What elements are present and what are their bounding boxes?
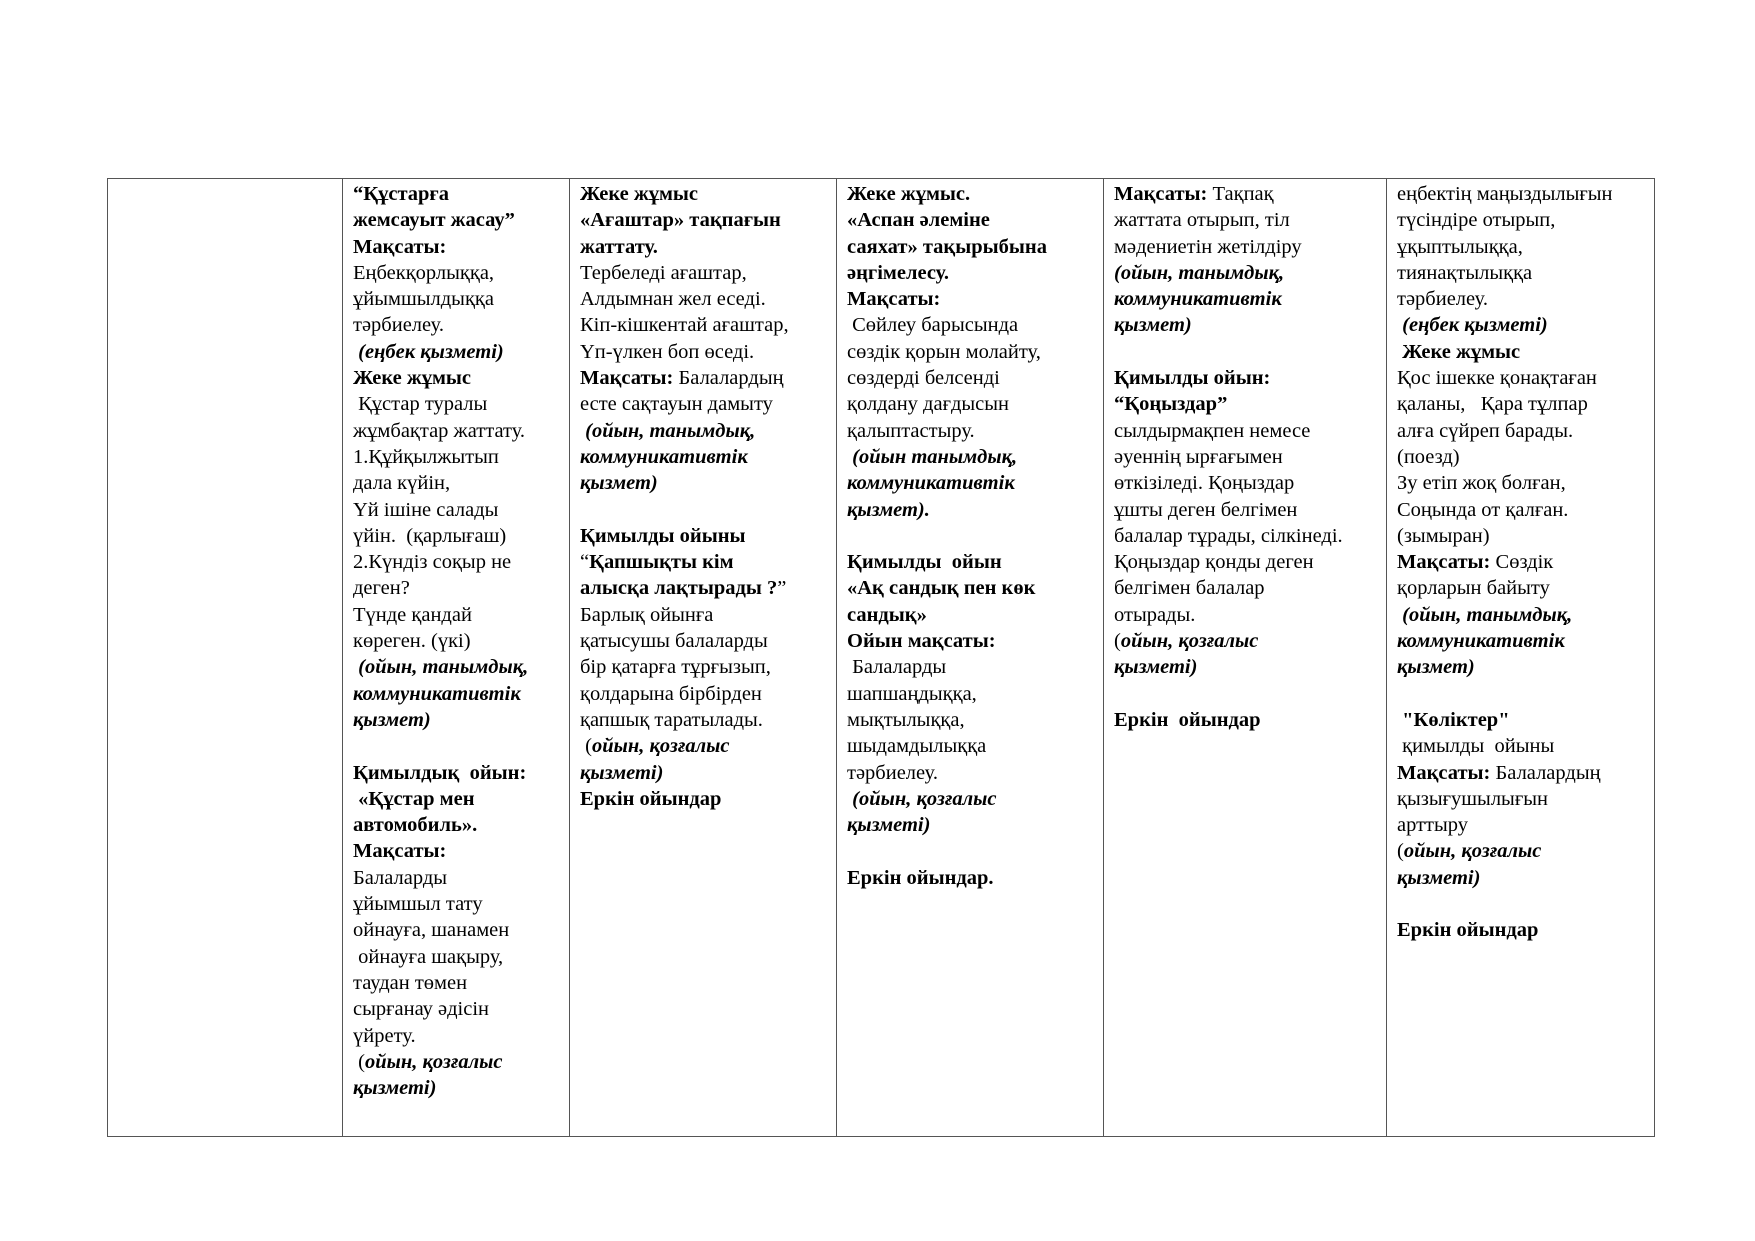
cell-text-line — [1397, 523, 1650, 549]
text-run: Мақсаты: — [580, 367, 674, 390]
table-row — [108, 179, 1655, 1137]
cell-text-line — [1397, 260, 1650, 286]
text-run: Мақсаты: — [1397, 761, 1491, 784]
text-run: таудан төмен — [353, 971, 468, 994]
text-run: ойын, қозғалыс — [1403, 840, 1542, 863]
text-run: саяхат» тақырыбына — [847, 235, 1047, 258]
text-run: “ — [580, 551, 590, 574]
text-run: ойнауға шақыру, — [353, 945, 504, 968]
text-run: Балалардың — [1490, 761, 1601, 784]
cell-text-line — [353, 549, 565, 575]
cell-text-line — [580, 707, 832, 733]
cell-text-line — [1397, 234, 1650, 260]
text-run: коммуникативтік — [353, 682, 521, 705]
text-run: Жеке жұмыс. — [847, 183, 971, 205]
text-run: ұшты деген белгімен — [1114, 498, 1298, 521]
cell-text-line — [1114, 497, 1382, 523]
cell-text-line — [353, 286, 565, 312]
cell-text-line — [1114, 181, 1382, 207]
text-run: тиянақтылыққа — [1397, 261, 1533, 284]
text-run: бір қатарға тұрғызып, — [580, 656, 771, 679]
text-run: қорларын байыту — [1397, 577, 1550, 600]
cell-text-line — [847, 549, 1099, 575]
text-run: Еркін ойындар — [1114, 708, 1261, 731]
cell-text-line — [1397, 312, 1650, 338]
cell-text-line — [1397, 470, 1650, 496]
cell-text-line — [353, 1023, 565, 1049]
cell-text-line — [1397, 575, 1650, 601]
text-run: қатысушы балаларды — [580, 630, 768, 653]
cell-text-line — [1114, 260, 1382, 286]
cell-text-line — [847, 707, 1099, 733]
cell-text-line — [353, 733, 565, 759]
cell-text-line — [353, 944, 565, 970]
cell-text-line — [847, 523, 1099, 549]
cell-text-line — [353, 207, 565, 233]
cell-text-line — [1397, 891, 1650, 917]
text-run: сандық» — [847, 603, 927, 626]
text-run: «Ағаштар» тақпағын — [580, 209, 781, 232]
cell-text-line — [580, 549, 832, 575]
cell-text-line — [847, 418, 1099, 444]
cell-text-line — [1397, 391, 1650, 417]
cell-text-line — [580, 628, 832, 654]
text-run: еңбектің маңыздылығын — [1397, 183, 1613, 205]
text-run: жаттата отырып, тіл — [1114, 209, 1290, 232]
cell-text-line — [353, 891, 565, 917]
text-run: қызметі) — [1397, 866, 1481, 889]
text-run: Сөздік — [1490, 551, 1554, 574]
cell-text-line — [353, 970, 565, 996]
text-run: әңгімелесу. — [847, 261, 949, 284]
text-run: шапшаңдыққа, — [847, 682, 977, 705]
cell-text-line — [353, 760, 565, 786]
cell-text-line — [1114, 365, 1382, 391]
text-run: балалар тұрады, сілкінеді. — [1114, 524, 1343, 547]
text-run: «Ақ сандық пен көк — [847, 577, 1036, 600]
cell-text-line — [847, 391, 1099, 417]
cell-text-line — [1397, 838, 1650, 864]
cell-text-line — [580, 733, 832, 759]
text-run: Қос ішекке қонақтаған — [1397, 367, 1597, 390]
text-run: әуеннің ырғағымен — [1114, 445, 1283, 468]
cell-text-line — [580, 575, 832, 601]
cell-text-line — [847, 444, 1099, 470]
text-run: ойын, қозғалыс — [591, 735, 730, 758]
cell-text-line — [353, 1049, 565, 1075]
text-run: Жеке жұмыс — [1397, 340, 1521, 363]
text-run: ( — [353, 1050, 365, 1073]
cell-text-line — [1114, 418, 1382, 444]
text-run: Қимылдық ойын: — [353, 761, 527, 784]
text-run: жұмбақтар жаттату. — [353, 419, 526, 442]
cell-text-line — [847, 654, 1099, 680]
cell-text-line — [580, 286, 832, 312]
cell-text-line — [847, 470, 1099, 496]
cell-text-line — [580, 181, 832, 207]
text-run: (поезд) — [1397, 445, 1460, 468]
cell-text-line — [353, 260, 565, 286]
text-run: Балаларды — [353, 866, 448, 889]
cell-text-line — [1114, 286, 1382, 312]
text-run: алысқа лақтырады ? — [580, 577, 778, 600]
cell-text-line — [1114, 444, 1382, 470]
text-run: мықтылыққа, — [847, 708, 965, 731]
text-run: Балаларды — [847, 656, 947, 679]
cell-text-line — [1397, 181, 1650, 207]
cell-text-line — [1114, 707, 1382, 733]
cell-text-line — [1114, 602, 1382, 628]
text-run: жемсауыт жасау” — [353, 209, 515, 232]
text-run: Тақпақ — [1207, 183, 1274, 205]
text-run: белгімен балалар — [1114, 577, 1265, 600]
cell-text-line — [353, 786, 565, 812]
text-run: үйрету. — [353, 1024, 416, 1047]
text-run: шыдамдылыққа — [847, 735, 987, 758]
cell-text-line — [580, 391, 832, 417]
cell-text-line — [1114, 549, 1382, 575]
text-run: (ойын, танымдық, — [580, 419, 756, 442]
cell-text-line — [847, 312, 1099, 338]
cell-text-line — [847, 812, 1099, 838]
text-run: қызмет) — [580, 472, 658, 495]
text-run: Мақсаты: — [1114, 183, 1208, 205]
text-run: 2.Күндіз соқыр не — [353, 551, 512, 574]
text-run: өткізіледі. Қоңыздар — [1114, 472, 1295, 495]
text-run: (ойын, танымдық, — [353, 656, 529, 679]
text-run: деген? — [353, 577, 410, 600]
text-run: Жеке жұмыс — [353, 367, 472, 390]
text-run: ( — [353, 340, 365, 363]
cell-text-line — [847, 838, 1099, 864]
text-run: тәрбиелеу. — [1397, 288, 1488, 311]
text-run: ойнауға, шанамен — [353, 919, 510, 942]
cell-text-line — [353, 418, 565, 444]
text-run: ( — [1397, 840, 1404, 863]
text-run: үйін. (қарлығаш) — [353, 524, 507, 547]
cell-text-line — [580, 234, 832, 260]
cell-text-line — [353, 707, 565, 733]
cell-text-line — [1114, 312, 1382, 338]
text-run: қызметі) — [580, 761, 664, 784]
cell-text-line — [1114, 681, 1382, 707]
cell-text-line — [1397, 549, 1650, 575]
cell-text-line — [353, 654, 565, 680]
text-run: Қапшықты кім — [589, 551, 734, 574]
cell-text-line — [847, 260, 1099, 286]
cell-text-line — [580, 418, 832, 444]
text-run: Қимылды ойыны — [580, 524, 746, 547]
cell-text-line — [847, 339, 1099, 365]
text-run: "Көліктер" — [1397, 708, 1510, 731]
cell-text-line — [1397, 681, 1650, 707]
text-run: (ойын, танымдық, — [1114, 261, 1285, 284]
text-run: сырғанау әдісін — [353, 998, 490, 1021]
cell-text-line — [847, 497, 1099, 523]
text-run: коммуникативтік — [580, 445, 748, 468]
cell-text-line — [1397, 733, 1650, 759]
text-run: ” — [777, 577, 787, 600]
text-run: коммуникативтік — [1114, 288, 1282, 311]
cell-text-line — [353, 339, 565, 365]
text-run: «Құстар мен — [353, 787, 475, 810]
text-run: көреген. (үкі) — [353, 630, 471, 653]
text-run: Еңбекқорлыққа, — [353, 261, 495, 284]
text-run: түсіндіре отырып, — [1397, 209, 1556, 232]
text-run: Алдымнан жел еседі. — [580, 288, 766, 311]
text-run: ұйымшылдыққа — [353, 288, 494, 311]
text-run: қимылды ойыны — [1397, 735, 1555, 758]
text-run: Зу етіп жоқ болған, — [1397, 472, 1566, 495]
cell-text-line — [353, 917, 565, 943]
text-run: Балалардың — [673, 367, 784, 390]
text-run: (еңбек қызметі) — [1397, 314, 1548, 337]
cell-text-line — [847, 760, 1099, 786]
text-run: Қимылды ойын — [847, 551, 1002, 574]
text-run: ( — [580, 735, 592, 758]
cell-text-line — [847, 681, 1099, 707]
text-run: Мақсаты: — [1397, 551, 1491, 574]
table-cell-wednesday — [837, 179, 1104, 1137]
cell-text-line — [353, 391, 565, 417]
text-run: қызметі) — [353, 1077, 437, 1100]
text-run: (ойын, танымдық, — [1397, 603, 1573, 626]
cell-text-line — [1114, 628, 1382, 654]
text-run: ұйымшыл тату — [353, 893, 483, 916]
cell-text-line — [580, 786, 832, 812]
cell-text-line — [1397, 286, 1650, 312]
text-run: Құстар туралы — [353, 393, 488, 416]
text-run: Қоңыздар қонды деген — [1114, 551, 1314, 574]
text-run: қызығушылығын — [1397, 787, 1548, 810]
text-run: Мақсаты: — [353, 840, 447, 863]
cell-text-line — [847, 628, 1099, 654]
cell-text-line — [353, 523, 565, 549]
text-run: коммуникативтік — [847, 472, 1015, 495]
cell-text-line — [1397, 207, 1650, 233]
text-run: қапшық таратылады. — [580, 708, 763, 731]
table-cell-thursday — [1104, 179, 1387, 1137]
cell-text-line — [1114, 470, 1382, 496]
cell-text-line — [1397, 917, 1650, 943]
text-run: ( — [1114, 630, 1121, 653]
text-run: Мақсаты: — [847, 288, 941, 311]
table-cell-friday — [1387, 179, 1655, 1137]
cell-text-line — [580, 760, 832, 786]
text-run: Еркін ойындар — [580, 787, 722, 810]
text-run: сылдырмақпен немесе — [1114, 419, 1311, 442]
text-run: қызмет) — [1114, 314, 1192, 337]
cell-text-line — [847, 602, 1099, 628]
cell-text-line — [353, 497, 565, 523]
cell-text-line — [353, 444, 565, 470]
cell-text-line — [353, 812, 565, 838]
cell-text-line — [847, 575, 1099, 601]
cell-text-line — [353, 234, 565, 260]
text-run: сөздік қорын молайту, — [847, 340, 1041, 363]
text-run: қалыптастыру. — [847, 419, 975, 442]
cell-text-line — [580, 260, 832, 286]
text-run: “Қоңыздар” — [1114, 393, 1228, 416]
cell-text-line — [1114, 523, 1382, 549]
text-run: Барлық ойынға — [580, 603, 714, 626]
cell-text-line — [580, 365, 832, 391]
text-run: Үй ішіне салады — [353, 498, 499, 521]
text-run: еңбек қызметі) — [364, 340, 504, 363]
cell-text-line — [580, 312, 832, 338]
text-run: Соңында от қалған. — [1397, 498, 1569, 521]
text-run: есте сақтауын дамыту — [580, 393, 773, 416]
text-run: отырады. — [1114, 603, 1196, 626]
table-cell-monday — [343, 179, 570, 1137]
cell-text-line — [1114, 654, 1382, 680]
cell-text-line — [847, 865, 1099, 891]
text-run: коммуникативтік — [1397, 630, 1565, 653]
cell-text-line — [580, 444, 832, 470]
text-run: (ойын танымдық, — [847, 445, 1018, 468]
text-run: “Құстарға — [353, 183, 449, 205]
text-run: «Аспан әлеміне — [847, 209, 990, 232]
cell-text-line — [580, 654, 832, 680]
cell-text-line — [353, 470, 565, 496]
cell-text-line — [1397, 812, 1650, 838]
text-run: 1.Құйқылжытып — [353, 445, 499, 468]
cell-text-line — [580, 681, 832, 707]
cell-text-line — [353, 181, 565, 207]
cell-text-line — [1114, 575, 1382, 601]
text-run: сөздерді белсенді — [847, 367, 1000, 390]
cell-text-line — [353, 1075, 565, 1101]
text-run: (ойын, қозғалыс — [847, 787, 997, 810]
cell-text-line — [1397, 654, 1650, 680]
cell-text-line — [1397, 865, 1650, 891]
cell-text-line — [1397, 707, 1650, 733]
cell-text-line — [580, 470, 832, 496]
cell-text-line — [847, 207, 1099, 233]
cell-text-line — [1397, 418, 1650, 444]
text-run: Үп-үлкен боп өседі. — [580, 340, 755, 363]
cell-text-line — [847, 286, 1099, 312]
text-run: тәрбиелеу. — [353, 314, 444, 337]
text-run: Кіп-кішкентай ағаштар, — [580, 314, 789, 337]
cell-text-line — [1397, 339, 1650, 365]
text-run: Сөйлеу барысында — [847, 314, 1019, 337]
text-run: (зымыран) — [1397, 524, 1490, 547]
activity-plan-table — [107, 178, 1655, 1137]
cell-text-line — [1397, 602, 1650, 628]
cell-text-line — [847, 181, 1099, 207]
text-run: Еркін ойындар. — [847, 866, 994, 889]
cell-text-line — [580, 497, 832, 523]
cell-text-line — [847, 365, 1099, 391]
cell-text-line — [1397, 628, 1650, 654]
text-run: жаттату. — [580, 235, 658, 258]
cell-text-line — [847, 733, 1099, 759]
cell-text-line — [1397, 497, 1650, 523]
cell-text-line — [1114, 207, 1382, 233]
cell-text-line — [1397, 760, 1650, 786]
text-run: қолдарына бірбірден — [580, 682, 762, 705]
text-run: қызметі) — [847, 814, 931, 837]
text-run: дала күйін, — [353, 472, 451, 495]
cell-text-line — [353, 865, 565, 891]
cell-text-line — [1397, 365, 1650, 391]
text-run: қаланы, Қара тұлпар — [1397, 393, 1588, 416]
text-run: ойын, қозғалыс — [1120, 630, 1259, 653]
text-run: Түнде қандай — [353, 603, 472, 626]
text-run: қызметі) — [1114, 656, 1198, 679]
cell-text-line — [353, 681, 565, 707]
text-run: ұқыптылыққа, — [1397, 235, 1523, 258]
cell-text-line — [847, 234, 1099, 260]
text-run: мәдениетін жетілдіру — [1114, 235, 1302, 258]
cell-text-line — [353, 996, 565, 1022]
cell-text-line — [580, 602, 832, 628]
cell-text-line — [1397, 786, 1650, 812]
cell-text-line — [1114, 391, 1382, 417]
cell-text-line — [353, 628, 565, 654]
text-run: Ойын мақсаты: — [847, 630, 996, 653]
cell-text-line — [580, 339, 832, 365]
table-cell-tuesday — [570, 179, 837, 1137]
text-run: арттыру — [1397, 814, 1468, 837]
table-cell-label-column — [108, 179, 343, 1137]
text-run: қолдану дағдысын — [847, 393, 1010, 416]
cell-text-line — [580, 207, 832, 233]
text-run: Мақсаты: — [353, 235, 447, 258]
cell-text-line — [580, 523, 832, 549]
text-run: қызмет) — [353, 708, 431, 731]
cell-text-line — [847, 786, 1099, 812]
text-run: Жеке жұмыс — [580, 183, 699, 205]
cell-text-line — [1114, 339, 1382, 365]
text-run: тәрбиелеу. — [847, 761, 938, 784]
cell-text-line — [353, 365, 565, 391]
text-run: қызмет) — [1397, 656, 1475, 679]
text-run: Еркін ойындар — [1397, 919, 1539, 942]
text-run: алға сүйреп барады. — [1397, 419, 1574, 442]
cell-text-line — [353, 575, 565, 601]
cell-text-line — [1397, 444, 1650, 470]
text-run: Қимылды ойын: — [1114, 367, 1271, 390]
cell-text-line — [353, 312, 565, 338]
text-run: Тербеледі ағаштар, — [580, 261, 747, 284]
text-run: автомобиль». — [353, 814, 478, 837]
cell-text-line — [1114, 234, 1382, 260]
text-run: ойын, қозғалыс — [364, 1050, 503, 1073]
cell-text-line — [353, 838, 565, 864]
cell-text-line — [353, 602, 565, 628]
text-run: қызмет). — [847, 498, 930, 521]
